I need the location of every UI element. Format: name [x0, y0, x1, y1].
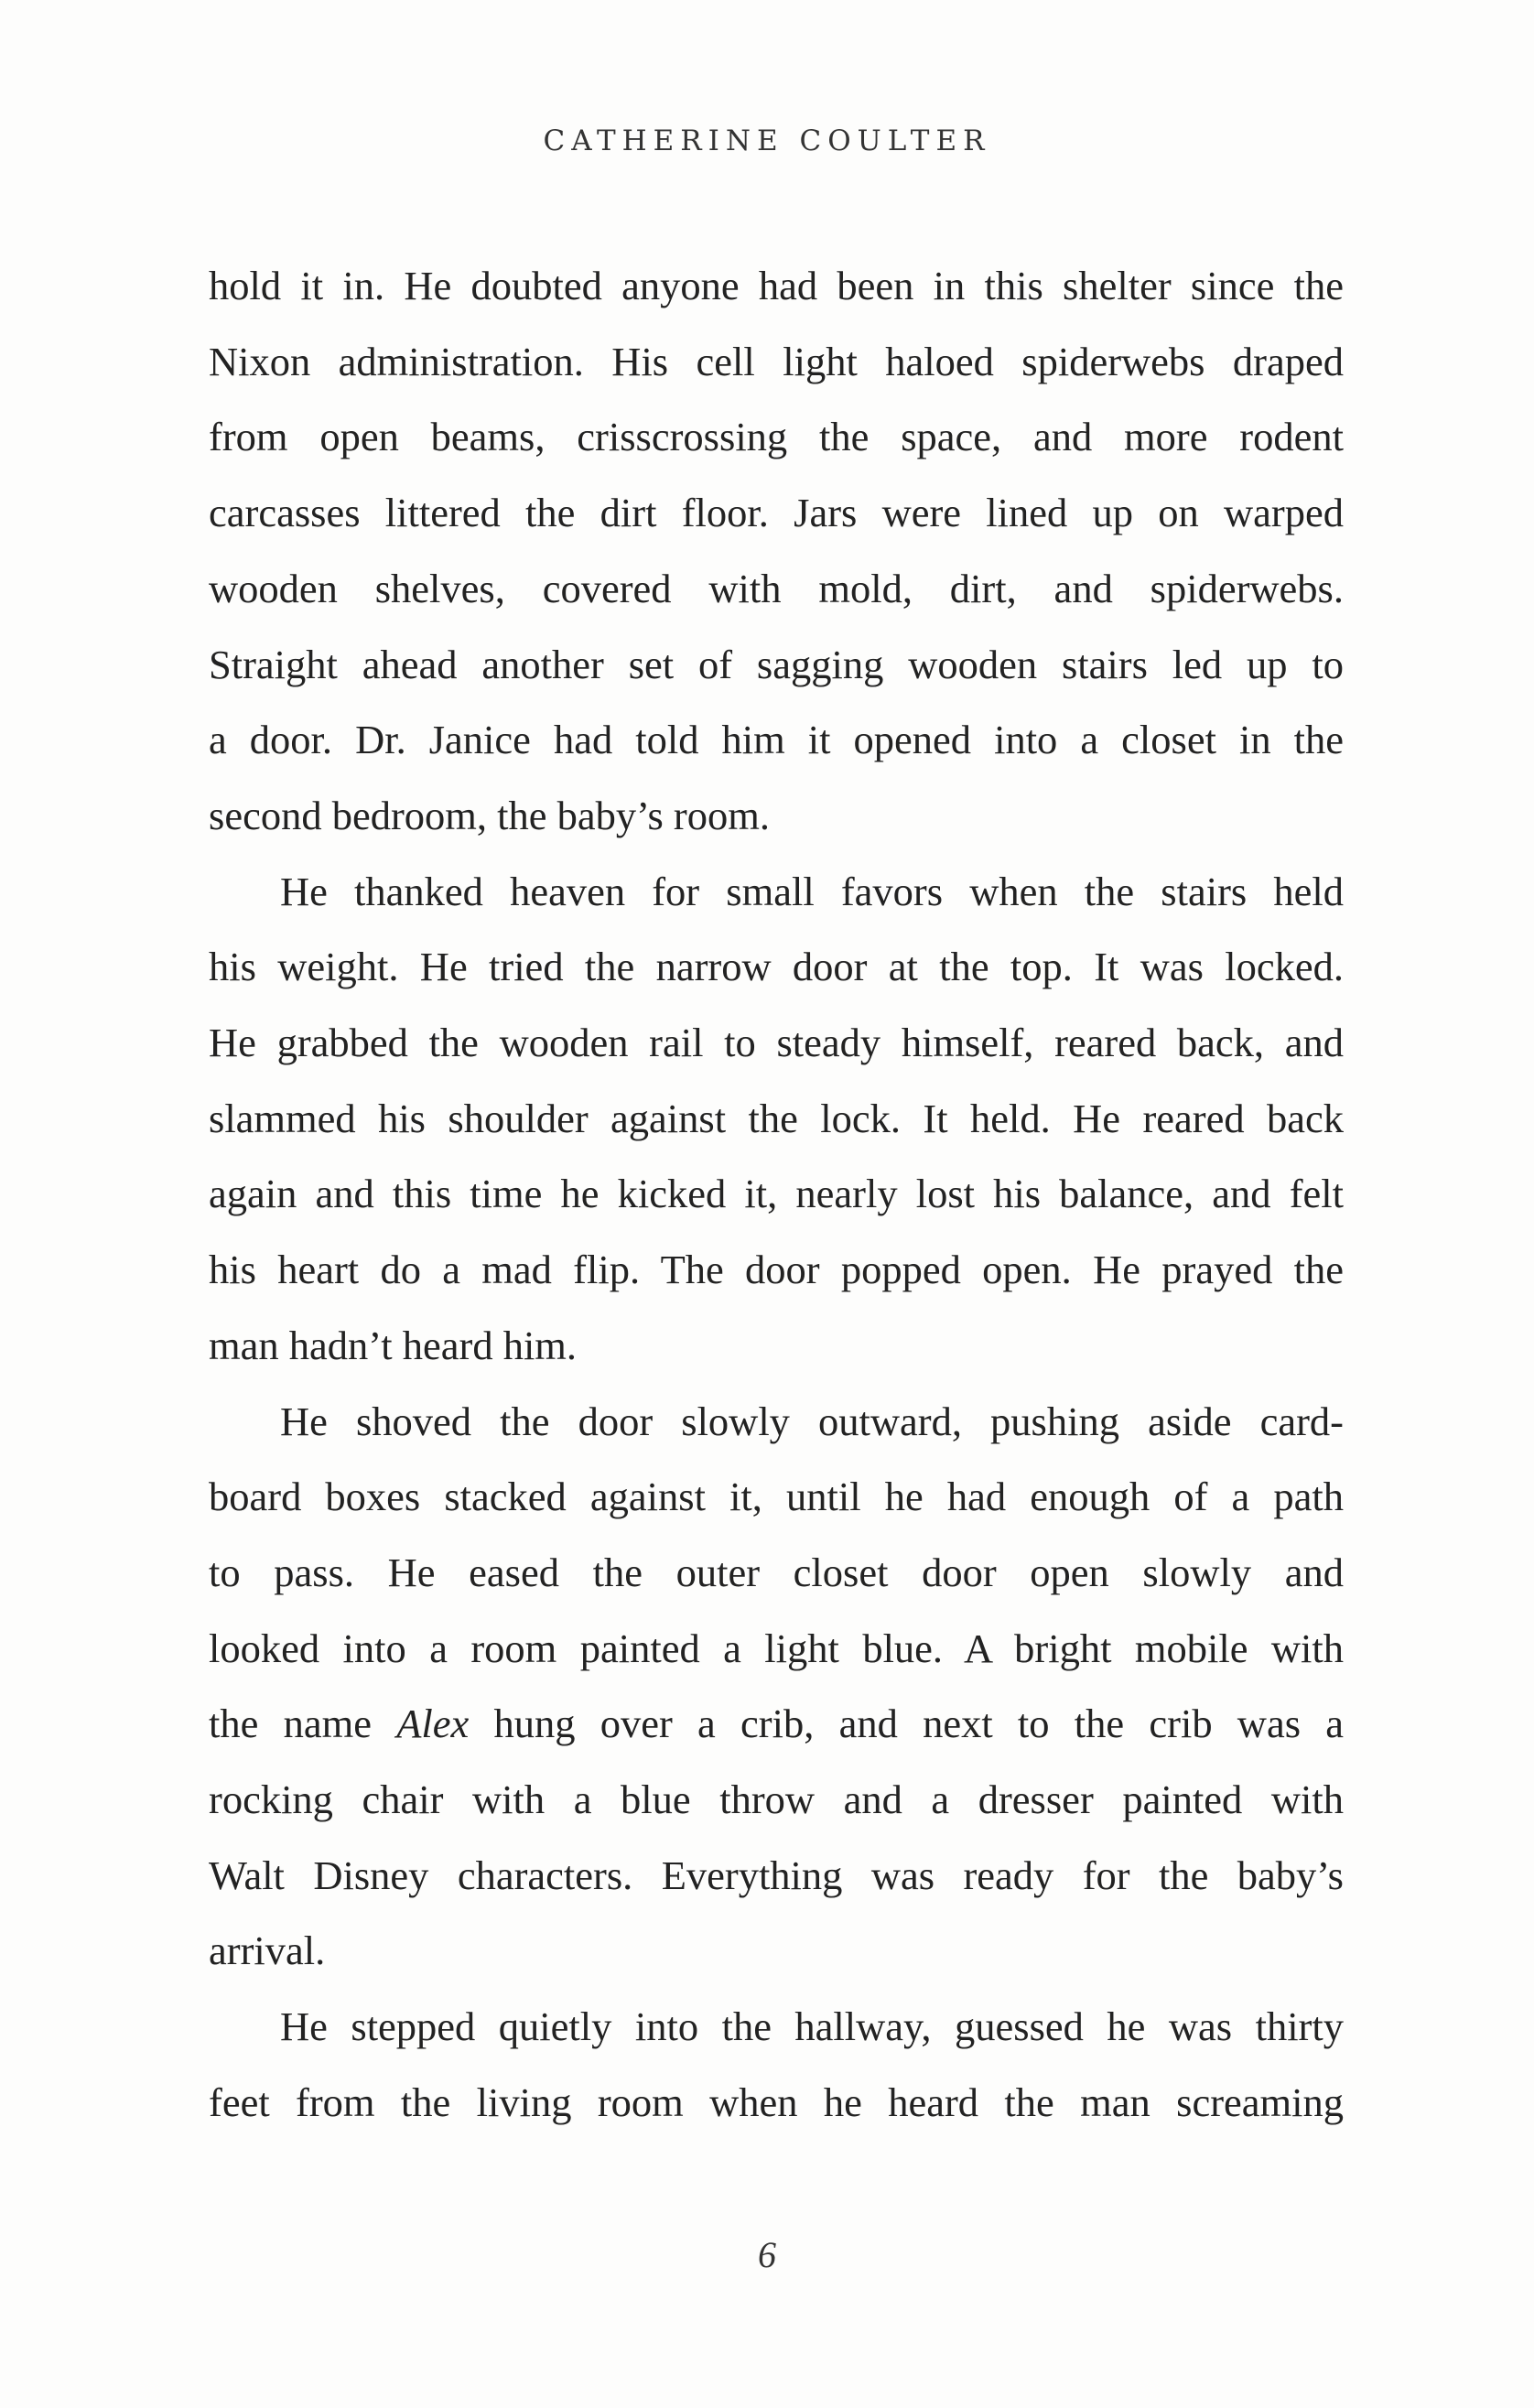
italic-name: Alex	[396, 1701, 470, 1747]
running-head: CATHERINE COULTER	[543, 124, 991, 157]
text-line: looked into a room painted a light blue. A bright mobile with	[209, 1625, 1344, 1671]
text-line: rocking chair with a blue throw and a dresser painted with	[209, 1776, 1344, 1823]
paragraph-1	[209, 248, 1344, 854]
page-number: 6	[758, 2234, 776, 2275]
text-line: second bedroom, the baby’s room.	[209, 792, 770, 838]
text-line: his heart do a mad flip. The door popped open. He prayed the	[209, 1247, 1344, 1293]
body-text	[209, 248, 1344, 2141]
text-line: He stepped quietly into the hallway, guessed he was thirty	[280, 2003, 1344, 2050]
text-line: slammed his shoulder against the lock. It held. He reared back	[209, 1095, 1344, 1141]
text-line: to pass. He eased the outer closet door open slowly and	[209, 1549, 1344, 1595]
text-line: carcasses littered the dirt floor. Jars were lined up on warped	[209, 490, 1344, 536]
text-line: He shoved the door slowly outward, pushing aside card-	[280, 1398, 1344, 1444]
text-line: wooden shelves, covered with mold, dirt, and spiderwebs.	[209, 565, 1344, 611]
text-line: Straight ahead another set of sagging wooden stairs led up to	[209, 641, 1344, 687]
paragraph-2	[209, 854, 1344, 1384]
paragraph-4	[209, 1989, 1344, 2140]
text-line: from open beams, crisscrossing the space, and more rodent	[209, 414, 1344, 460]
text-line: again and this time he kicked it, nearly lost his balance, and felt	[209, 1171, 1344, 1217]
text-line: the name Alex hung over a crib, and next to the crib was a	[209, 1701, 1345, 1747]
text-line: hold it in. He doubted anyone had been in this shelter since the	[209, 263, 1344, 308]
text-line: Walt Disney characters. Everything was ready for the baby’s	[209, 1852, 1344, 1898]
paragraph-3	[209, 1384, 1344, 1990]
text-line: Nixon administration. His cell light haloed spiderwebs draped	[209, 338, 1344, 384]
text-line: board boxes stacked against it, until he had enough of a path	[209, 1474, 1344, 1520]
text-line: man hadn’t heard him.	[209, 1322, 578, 1368]
text-line: his weight. He tried the narrow door at the top. It was locked.	[209, 944, 1344, 990]
text-line: a door. Dr. Janice had told him it opened into a closet in the	[209, 717, 1344, 763]
text-line: He thanked heaven for small favors when the stairs held	[280, 868, 1344, 914]
text-line: feet from the living room when he heard the man screaming	[209, 2079, 1344, 2125]
text-line: arrival.	[209, 1927, 326, 1974]
text-line: He grabbed the wooden rail to steady himself, reared back, and	[209, 1020, 1344, 1066]
